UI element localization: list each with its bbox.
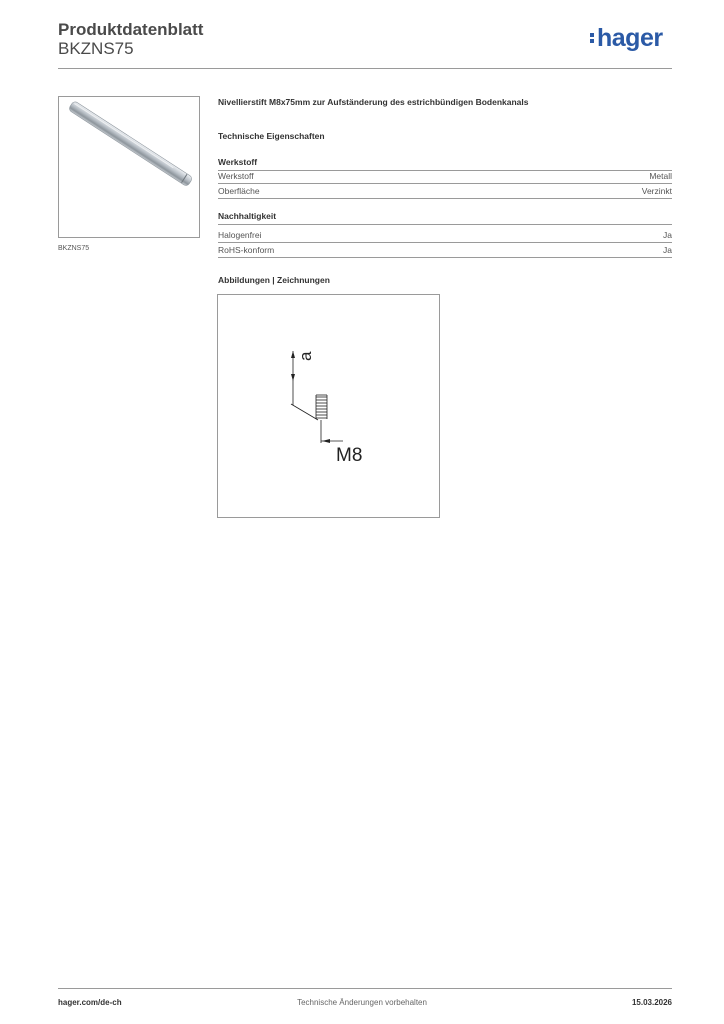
- werkstoff-table: [218, 169, 672, 199]
- row-value: Ja: [663, 230, 672, 240]
- technical-drawing: [217, 294, 440, 518]
- row-label: Oberfläche: [218, 186, 260, 196]
- table-row: [218, 169, 672, 184]
- table-row: [218, 243, 672, 258]
- footer-divider: [58, 988, 672, 989]
- leveling-pin-photo: [59, 97, 199, 237]
- group-heading-werkstoff: Werkstoff: [218, 157, 672, 171]
- nachhaltigkeit-table: [218, 228, 672, 258]
- row-label: Halogenfrei: [218, 230, 262, 240]
- dimension-label-a: a: [296, 351, 315, 361]
- threaded-pin: [316, 395, 327, 419]
- logo-wordmark: hager: [597, 24, 663, 52]
- dimension-label-m8: M8: [336, 445, 363, 466]
- row-label: Werkstoff: [218, 171, 254, 181]
- row-value: Ja: [663, 245, 672, 255]
- drawings-heading: Abbildungen | Zeichnungen: [218, 275, 330, 285]
- arrow-a-top: [291, 351, 295, 358]
- row-label: RoHS-konform: [218, 245, 275, 255]
- arrow-m8: [322, 439, 330, 443]
- hager-logo: [590, 26, 663, 51]
- technical-properties-heading: Technische Eigenschaften: [218, 131, 325, 141]
- product-code: BKZNS75: [58, 39, 134, 58]
- table-row: [218, 228, 672, 243]
- document-title: Produktdatenblatt: [58, 20, 204, 39]
- footer-date: 15.03.2026: [631, 998, 672, 1007]
- header-divider: [58, 68, 672, 69]
- row-value: Metall: [649, 171, 672, 181]
- arrow-a-mid: [291, 374, 295, 381]
- dimension-drawing: [218, 295, 439, 517]
- product-description: Nivellierstift M8x75mm zur Aufständerung des estrichbündigen Bodenkanals: [218, 97, 529, 107]
- image-caption: BKZNS75: [58, 245, 90, 252]
- row-value: Verzinkt: [641, 186, 672, 196]
- footer-disclaimer: Technische Änderungen vorbehalten: [297, 998, 427, 1007]
- group-heading-nachhaltigkeit: Nachhaltigkeit: [218, 211, 672, 225]
- logo-dots: [590, 31, 594, 45]
- extension-line: [291, 404, 318, 420]
- table-row: [218, 184, 672, 199]
- footer-website-link[interactable]: hager.com/de-ch: [58, 998, 122, 1007]
- product-image: [58, 96, 200, 238]
